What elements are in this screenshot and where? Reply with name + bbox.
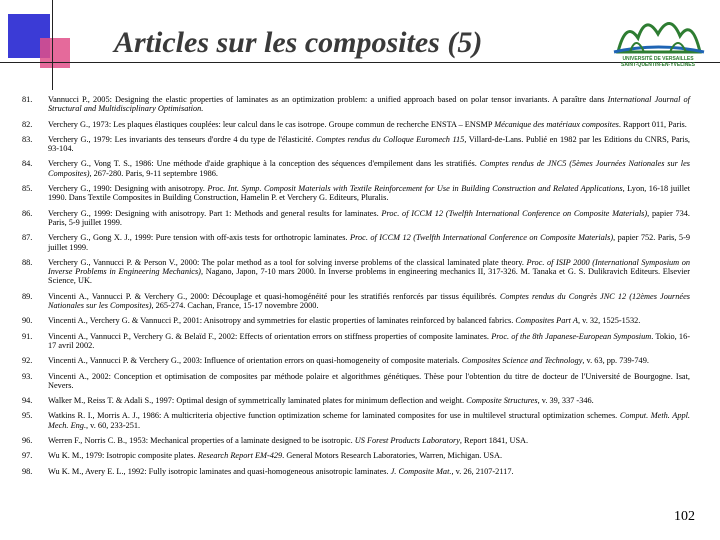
reference-text bbox=[48, 467, 690, 476]
reference-item bbox=[22, 411, 690, 430]
reference-number: 90. bbox=[22, 316, 33, 326]
reference-source-italic: Proc. of ISIP 2000 (International Symposium on Inverse Problems in Engineering Mechanics) bbox=[48, 257, 690, 277]
reference-source-italic: Proc. of ICCM 12 (Twelfth International Conference on Composite Materials) bbox=[381, 208, 648, 218]
reference-text-segment: . General Motors Research Laboratories, Warren, Michigan. USA. bbox=[282, 451, 503, 461]
reference-text-segment: , 267-280. Paris, 9-11 septembre 1986. bbox=[89, 168, 219, 178]
reference-text-segment: , v. 63, pp. 739-749. bbox=[582, 356, 649, 366]
reference-text-segment: , 265-274. Cachan, France, 15-17 novembre 2000. bbox=[151, 301, 319, 311]
reference-text-segment: Vincenti A., Vannucci P. & Verchery G., 2003: Influence of orientation errors on quasi-homogeneity of composite materials. bbox=[48, 356, 462, 366]
reference-text-segment: . Tokio, 16-17 avril 2002. bbox=[48, 331, 690, 350]
university-logo bbox=[608, 8, 708, 58]
reference-item bbox=[22, 396, 690, 405]
reference-item bbox=[22, 372, 690, 391]
reference-item bbox=[22, 316, 690, 325]
reference-source-italic: Composite Structures bbox=[466, 396, 538, 406]
reference-text bbox=[48, 159, 690, 178]
reference-text-segment: , papier 752. Paris, 5-9 juillet 1999. bbox=[48, 233, 690, 252]
reference-text-segment: , Nagano, Japon, 7-10 mars 2000. In Inverse problems in engineering mechanics II, 317-326. M. Tanaka et G. S. Dulikravich Editeurs. Elsevier Science, UK. bbox=[48, 267, 690, 286]
reference-text bbox=[48, 184, 690, 203]
logo-caption-line: UNIVERSITÉ DE VERSAILLES bbox=[622, 56, 694, 62]
reference-source-italic: Proc. Int. Symp. Composit Materials with Textile Reinforcement for Use in Building Construction and Related Applications bbox=[207, 184, 623, 194]
reference-item bbox=[22, 135, 690, 154]
reference-item bbox=[22, 95, 690, 114]
reference-number: 98. bbox=[22, 466, 33, 476]
reference-item bbox=[22, 436, 690, 445]
reference-source-italic: Proc. of the 8th Japanese-European Symposium bbox=[491, 331, 652, 341]
reference-source-italic: Composites Part A bbox=[515, 316, 578, 326]
reference-text-segment: Verchery G., 1973: Les plaques élastiques couplées: leur calcul dans le cas isotrope. Groupe commun de recherche ENSTA – ENSMP bbox=[48, 119, 495, 129]
reference-number: 87. bbox=[22, 233, 33, 243]
reference-text-segment: Verchery G., Gong X. J., 1999: Pure tension with off-axis tests for orthotropic laminates. bbox=[48, 233, 351, 243]
reference-text-segment: Verchery G., 1999: Designing with anisotropy. Part 1: Methods and general results for laminates. bbox=[48, 208, 382, 218]
reference-text bbox=[48, 258, 690, 286]
reference-text bbox=[48, 209, 690, 228]
reference-text-segment: Vincenti A., Vannucci P., Verchery G. & Belaïd F., 2002: Effects of orientation errors on stiffness properties of composite laminates. bbox=[48, 331, 492, 341]
reference-text-segment: Werren F., Norris C. B., 1953: Mechanical properties of a laminate designed to be isotropic. bbox=[48, 436, 355, 446]
reference-number: 96. bbox=[22, 436, 33, 446]
reference-source-italic: Comptes rendus du Congrès JNC 12 (12èmes Journées Nationales sur les Composites) bbox=[48, 291, 690, 311]
reference-item bbox=[22, 209, 690, 228]
reference-item bbox=[22, 332, 690, 351]
reference-text-segment: , v. 39, 337 -346. bbox=[537, 396, 594, 406]
reference-number: 83. bbox=[22, 134, 33, 144]
reference-item bbox=[22, 292, 690, 311]
reference-text bbox=[48, 451, 690, 460]
decorative-pink-square bbox=[40, 38, 70, 68]
reference-text-segment: , Lyon, 16-18 juillet 1990. Dans Textile Composites in Building Construction, Hamelin P. et Verchery G. Editeurs, Pluralis. bbox=[48, 184, 690, 203]
reference-text-segment: Vincenti A., Verchery G. & Vannucci P., 2001: Anisotropy and symmetries for elastic properties of laminates reinforced by balanced fabrics. bbox=[48, 316, 516, 326]
reference-number: 85. bbox=[22, 184, 33, 194]
reference-source-italic: Comptes rendus du Colloque Euromech 115 bbox=[315, 134, 465, 144]
reference-number: 97. bbox=[22, 451, 33, 461]
reference-text-segment: , Report 1841, USA. bbox=[459, 436, 529, 446]
reference-number: 81. bbox=[22, 95, 33, 104]
reference-text-segment: Verchery G., 1979: Les invariants des tenseurs d'ordre 4 du type de l'élasticité. bbox=[48, 134, 316, 144]
logo-caption bbox=[606, 56, 710, 68]
decorative-vertical-line bbox=[52, 0, 53, 90]
reference-text bbox=[48, 135, 690, 154]
slide-title: Articles sur les composites (5) bbox=[114, 26, 483, 59]
reference-source-italic: US Forest Products Laboratory bbox=[354, 436, 460, 446]
reference-text-segment: Watkins R. I., Morris A. J., 1986: A multicriteria objective function optimization scheme for laminated composites for use in multilevel structural optimization schemes. bbox=[48, 411, 620, 421]
reference-source-italic: Proc. of ICCM 12 (Twelfth International Conference on Composite Materials) bbox=[350, 233, 614, 243]
reference-text-segment: Wu K. M., Avery E. L., 1992: Fully isotropic laminates and quasi-homogeneous anisotropic laminates. bbox=[48, 466, 391, 476]
reference-text-segment: Verchery G., Vong T. S., 1986: Une méthode d'aide graphique à la conception des séquences d'empilement dans les stratifiés. bbox=[48, 159, 480, 169]
reference-item bbox=[22, 451, 690, 460]
reference-item bbox=[22, 233, 690, 252]
reference-text-segment: Walker M., Reiss T. & Adali S., 1997: Optimal design of symmetrically laminated plates for minimum deflection and weight. bbox=[48, 396, 467, 406]
reference-source-italic: Research Report EM-429 bbox=[197, 451, 283, 461]
reference-item bbox=[22, 159, 690, 178]
reference-text-segment: , v. 26, 2107-2117. bbox=[451, 466, 514, 476]
reference-text-segment: Verchery G., Vannucci P. & Person V., 2000: The polar method as a tool for solving inverse problems of the classical laminated plate theory. bbox=[48, 257, 527, 267]
page-number: 102 bbox=[674, 509, 695, 524]
reference-source-italic: Mécanique des matériaux composites bbox=[494, 119, 619, 129]
reference-number: 88. bbox=[22, 257, 33, 267]
reference-text-segment: Wu K. M., 1979: Isotropic composite plates. bbox=[48, 451, 198, 461]
reference-text bbox=[48, 292, 690, 311]
reference-text-segment: , v. 32, 1525-1532. bbox=[577, 316, 641, 326]
reference-text bbox=[48, 332, 690, 351]
reference-text bbox=[48, 233, 690, 252]
reference-text bbox=[48, 356, 690, 365]
reference-text-segment: Vincenti A., Vannucci P. & Verchery G., 2000: Découplage et quasi-homogénéité pour les stratifiés renforcés par tissus équilibrés. bbox=[48, 291, 500, 301]
reference-number: 82. bbox=[22, 119, 33, 129]
reference-number: 94. bbox=[22, 396, 33, 406]
reference-list bbox=[22, 95, 690, 482]
reference-source-italic: J. Composite Mat. bbox=[390, 466, 452, 476]
reference-text-segment: . Rapport 011, Paris. bbox=[618, 119, 687, 129]
reference-number: 89. bbox=[22, 291, 33, 301]
reference-text bbox=[48, 411, 690, 430]
reference-number: 92. bbox=[22, 356, 33, 366]
reference-source-italic: International Journal of Structural and Multidisciplinary Optimisation. bbox=[48, 95, 690, 114]
reference-number: 84. bbox=[22, 159, 33, 169]
reference-item bbox=[22, 258, 690, 286]
reference-text-segment: Verchery G., 1990: Designing with anisotropy. bbox=[48, 184, 208, 194]
reference-text-segment: , Villard-de-Lans. Publié en 1982 par les Editions du CNRS, Paris, 93-104. bbox=[48, 134, 690, 154]
reference-text-segment: , papier 734. Paris, 5-9 juillet 1999. bbox=[48, 208, 690, 227]
reference-text bbox=[48, 120, 690, 129]
reference-text-segment: Vannucci P., 2005: Designing the elastic properties of laminates as an optimization problem: a unified approach based on polar tensor invariants. A paraître dans bbox=[48, 95, 608, 104]
reference-text bbox=[48, 316, 690, 325]
reference-source-italic: Composites Science and Technology bbox=[461, 356, 583, 366]
reference-number: 86. bbox=[22, 208, 33, 218]
reference-source-italic: Comput. Meth. Appl. Mech. Eng. bbox=[48, 411, 690, 430]
reference-source-italic: Comptes rendus de JNC5 (5èmes Journées Nationales sur les Composites) bbox=[48, 159, 690, 178]
reference-text-segment: , v. 60, 233-251. bbox=[86, 420, 141, 430]
reference-text bbox=[48, 396, 690, 405]
reference-item bbox=[22, 356, 690, 365]
reference-text bbox=[48, 436, 690, 445]
reference-item bbox=[22, 184, 690, 203]
reference-text-segment: Vincenti A., 2002: Conception et optimisation de composites par méthode polaire et algorithmes génétiques. Thèse pour l'obtention du titre de docteur de l'Université de Bourgogne. Isat, Nevers. bbox=[48, 371, 690, 390]
reference-item bbox=[22, 120, 690, 129]
reference-text bbox=[48, 95, 690, 114]
reference-number: 93. bbox=[22, 371, 33, 381]
reference-number: 95. bbox=[22, 411, 33, 421]
reference-number: 91. bbox=[22, 331, 33, 341]
reference-text bbox=[48, 372, 690, 391]
reference-item bbox=[22, 467, 690, 476]
logo-caption-line: SAINT-QUENTIN-EN-YVELINES bbox=[621, 62, 695, 68]
